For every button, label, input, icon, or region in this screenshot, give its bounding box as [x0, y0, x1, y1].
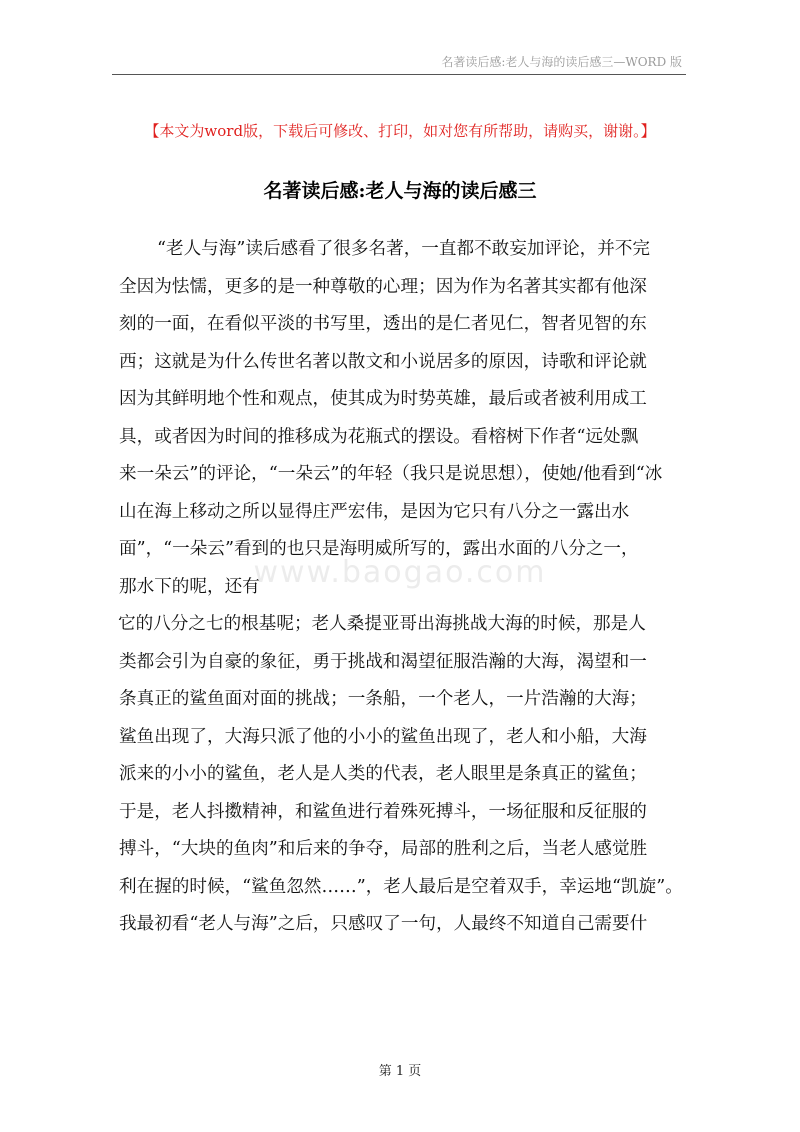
text-line: 因为其鲜明地个性和观点，使其成为时势英雄，最后或者被利用成工: [119, 389, 647, 409]
text-line: 利在握的时候，“鲨鱼忽然……”，老人最后是空着双手，幸运地“凯旋”。: [119, 876, 683, 897]
text-line: 那水下的呢，还有: [119, 576, 260, 597]
text-line: 全因为怯懦，更多的是一种尊敬的心理；因为作为名著其实都有他深: [119, 276, 647, 297]
text-line: “老人与海”读后感看了很多名著，一直都不敢妄加评论，并不完: [157, 239, 651, 259]
text-line: 搏斗，“大块的鱼肉”和后来的争夺，局部的胜利之后，当老人感觉胜: [119, 839, 648, 859]
text-line: 条真正的鲨鱼面对面的挑战；一条船，一个老人，一片浩瀚的大海；: [119, 689, 647, 709]
document-title: 名著读后感:老人与海的读后感三: [263, 180, 537, 202]
text-line: 西；这就是为什么传世名著以散文和小说居多的原因，诗歌和评论就: [119, 351, 647, 372]
text-line: 派来的小小的鲨鱼，老人是人类的代表，老人眼里是条真正的鲨鱼；: [119, 764, 647, 784]
text-line: 鲨鱼出现了，大海只派了他的小小的鲨鱼出现了，老人和小船，大海: [119, 726, 647, 747]
running-header: 名著读后感:老人与海的读后感三—WORD 版: [441, 55, 682, 69]
text-line: 我最初看“老人与海”之后，只感叹了一句，人最终不知道自己需要什: [119, 914, 648, 934]
text-line: 来一朵云”的评论，“一朵云”的年轻（我只是说思想），使她/他看到“冰: [119, 464, 663, 484]
document-body: [119, 234, 689, 947]
page-number: 第 1 页: [378, 1064, 422, 1079]
watermark: www.baogao.com: [253, 555, 547, 590]
header-divider: [112, 74, 686, 75]
text-line: 它的八分之七的根基呢；老人桑提亚哥出海挑战大海的时候，那是人: [118, 614, 646, 634]
download-notice: 【本文为word版，下载后可修改、打印，如对您有所帮助，请购买，谢谢。】: [144, 122, 656, 140]
text-line: 山在海上移动之所以显得庄严宏伟，是因为它只有八分之一露出水: [119, 501, 630, 522]
text-line: 面”，“一朵云”看到的也只是海明威所写的，露出水面的八分之一，: [119, 539, 639, 559]
text-line: 具，或者因为时间的推移成为花瓶式的摆设。看榕树下作者“远处飘: [119, 426, 639, 447]
text-line: 刻的一面，在看似平淡的书写里，透出的是仁者见仁，智者见智的东: [119, 314, 647, 334]
text-line: 类都会引为自豪的象征，勇于挑战和渴望征服浩瀚的大海，渴望和一: [119, 651, 647, 672]
text-line: 于是，老人抖擞精神，和鲨鱼进行着殊死搏斗，一场征服和反征服的: [119, 801, 647, 822]
